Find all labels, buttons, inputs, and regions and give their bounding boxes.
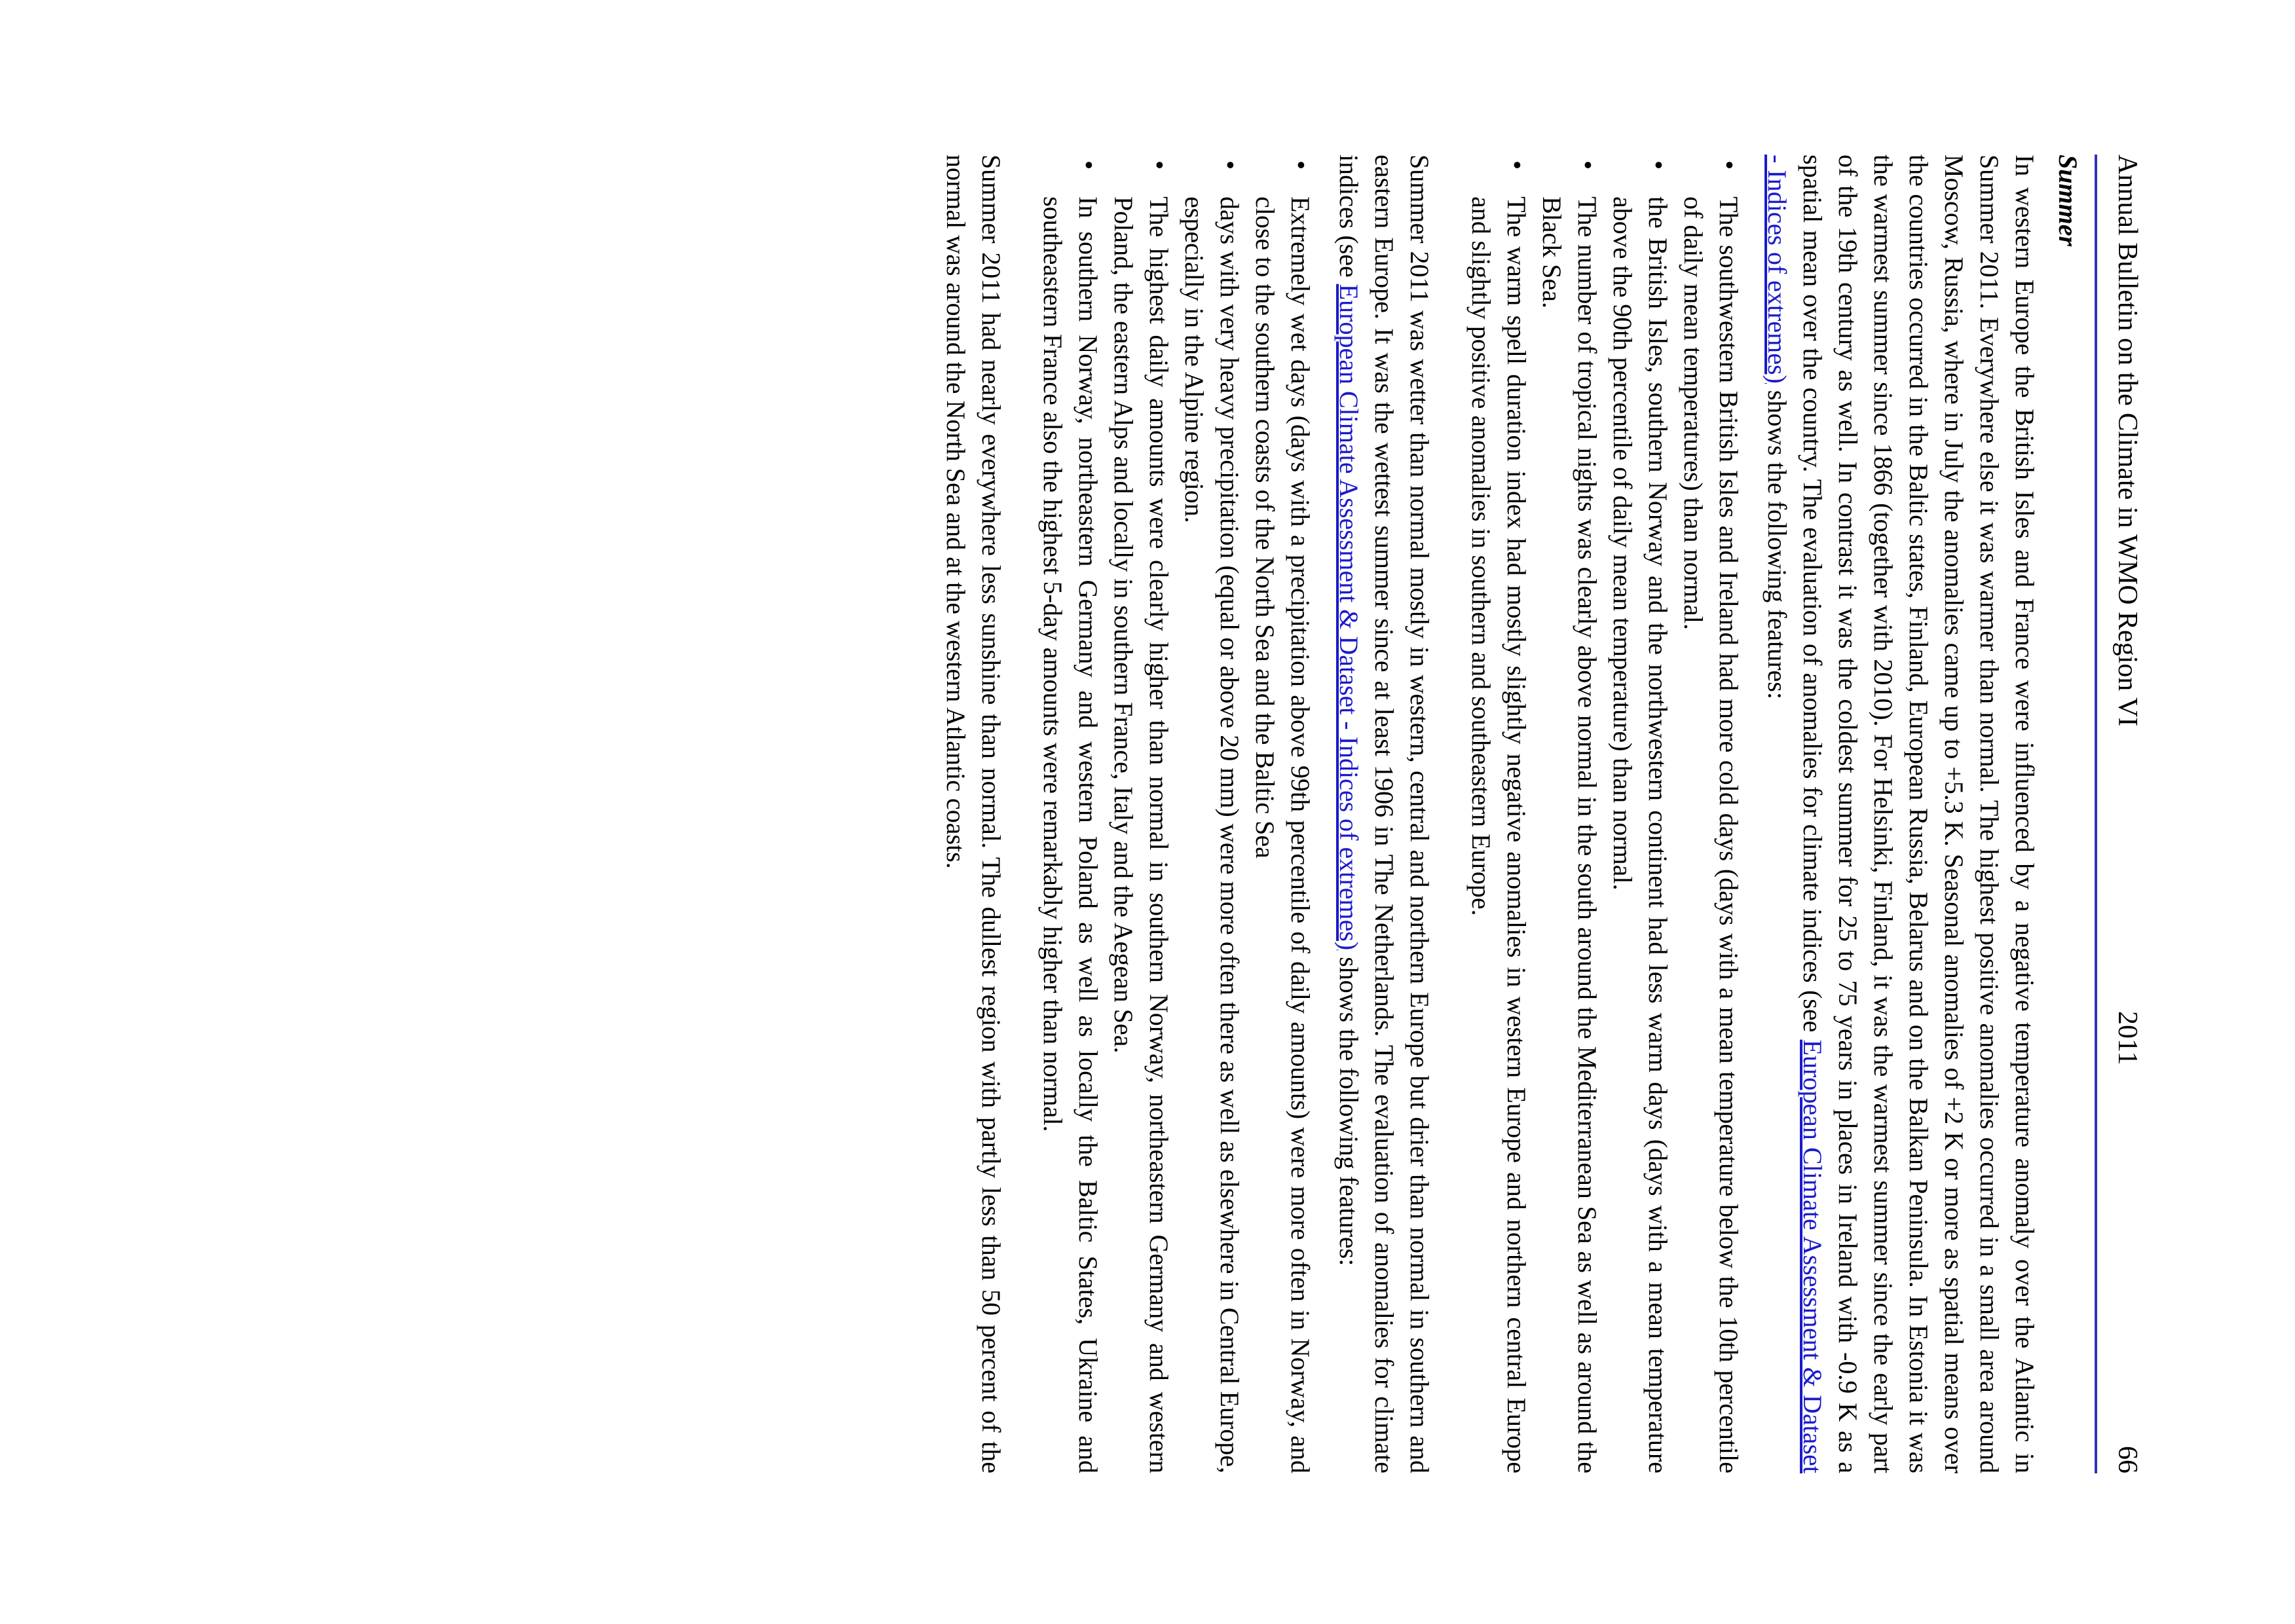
precipitation-features-list <box>1035 155 1318 1473</box>
document-content <box>938 155 2150 1473</box>
bullet-icon: • <box>1075 158 1101 172</box>
list-item <box>1463 155 1534 1473</box>
paragraph-text-after: shows the following features: <box>1763 383 1792 699</box>
paragraph-text-after: shows the following features: <box>1334 950 1364 1266</box>
bullet-icon: • <box>1146 158 1172 172</box>
list-item <box>1675 155 1746 1473</box>
paragraph-precipitation <box>1331 155 1437 1473</box>
list-item <box>1106 155 1176 1473</box>
section-title: Summer <box>2053 155 2083 247</box>
list-item <box>1534 155 1605 1473</box>
header-year: 2011 <box>2112 1011 2142 1065</box>
paragraph-sunshine: Summer 2011 had nearly everywhere less sunshine than normal. The dullest region with partly less than 50 percent of the normal was around the North Sea and at the western Atlantic coasts. <box>941 155 1006 1473</box>
running-header <box>2104 155 2150 1473</box>
eca-indices-link[interactable]: European Climate Assessment & Dataset - Indices of extremes) <box>1334 284 1364 951</box>
paragraph-text: Summer 2011 was wetter than normal mostly in western, central and northern Europe but drier than normal in southern and eastern Europe. It was the wettest summer since at least 1906 in The Netherlands. The evaluation of anomalies for climate indices (see <box>1334 155 1434 1473</box>
list-item <box>1176 155 1247 1473</box>
list-item-text: The number of tropical nights was clearly above normal in the south around the Mediterranean Sea as well as around the Black Sea. <box>1537 196 1602 1473</box>
bullet-icon: • <box>1216 158 1242 172</box>
list-item-text: The highest daily amounts were clearly higher than normal in southern Norway, northeastern Germany and western Poland, the eastern Alps and locally in southern France, Italy and the Aegean Sea. <box>1109 196 1174 1473</box>
list-item <box>1035 155 1106 1473</box>
bullet-icon: • <box>1715 158 1742 172</box>
header-rule <box>2095 155 2097 1473</box>
paragraph-temperature <box>1759 155 2042 1473</box>
temperature-features-list <box>1463 155 1746 1473</box>
bullet-icon: • <box>1287 158 1313 172</box>
list-item-text: Extremely wet days (days with a precipitation above 99th percentile of daily amounts) were more often in Norway, and close to the southern coasts of the North Sea and the Baltic Sea <box>1250 196 1315 1473</box>
list-item-text: In southern Norway, northeastern Germany and western Poland as well as locally the Baltic States, Ukraine and southeastern France also the highest 5-day amounts were remarkably higher than normal. <box>1038 196 1103 1473</box>
paragraph-text: In western Europe the British Isles and France were influenced by a negative temperature anomaly over the Atlantic in Summer 2011. Everywhere else it was warmer than normal. The highest positive anomalies occurred in a small area around Moscow, Russia, where in July the anomalies came up to +5.3 K. Seasonal anomalies of +2 K or more as spatial means over the countries occurred in the Baltic states, Finland, European Russia, Belarus and on the Balkan Peninsula. In Estonia it was the warmest summer since 1866 (together with 2010). For Helsinki, Finland, it was the warmest summer since the early part of the 19th century as well. In contrast it was the coldest summer for 25 to 75 years in places in Ireland with -0.9 K as a spatial mean over the country. The evaluation of anomalies for climate indices (see <box>1798 155 2040 1473</box>
bullet-icon: • <box>1503 158 1529 172</box>
list-item-text: The southwestern British Isles and Ireland had more cold days (days with a mean temperature below the 10th percentile of daily mean temperatures) than normal. <box>1679 196 1744 1473</box>
header-page-number: 66 <box>2112 1446 2142 1473</box>
list-item-text: days with very heavy precipitation (equal or above 20 mm) were more often there as well as elsewhere in Central Europe, especially in the Alpine region. <box>1180 196 1244 1473</box>
list-item-text: the British Isles, southern Norway and the northwestern continent had less warm days (days with a mean temperature above the 90th percentile of daily mean temperature) than normal. <box>1608 196 1673 1473</box>
header-title: Annual Bulletin on the Climate in WMO Region VI <box>2112 155 2142 727</box>
bullet-icon: • <box>1574 158 1600 172</box>
list-item <box>1605 155 1675 1473</box>
list-item-text: The warm spell duration index had mostly slightly negative anomalies in western Europe and northern central Europe and slightly positive anomalies in southern and southeastern Europe. <box>1466 196 1531 1473</box>
eca-indices-link[interactable]: European Climate Assessment & Dataset - Indices of extremes) <box>1763 155 1827 1473</box>
list-item <box>1247 155 1318 1473</box>
bullet-icon: • <box>1645 158 1671 172</box>
